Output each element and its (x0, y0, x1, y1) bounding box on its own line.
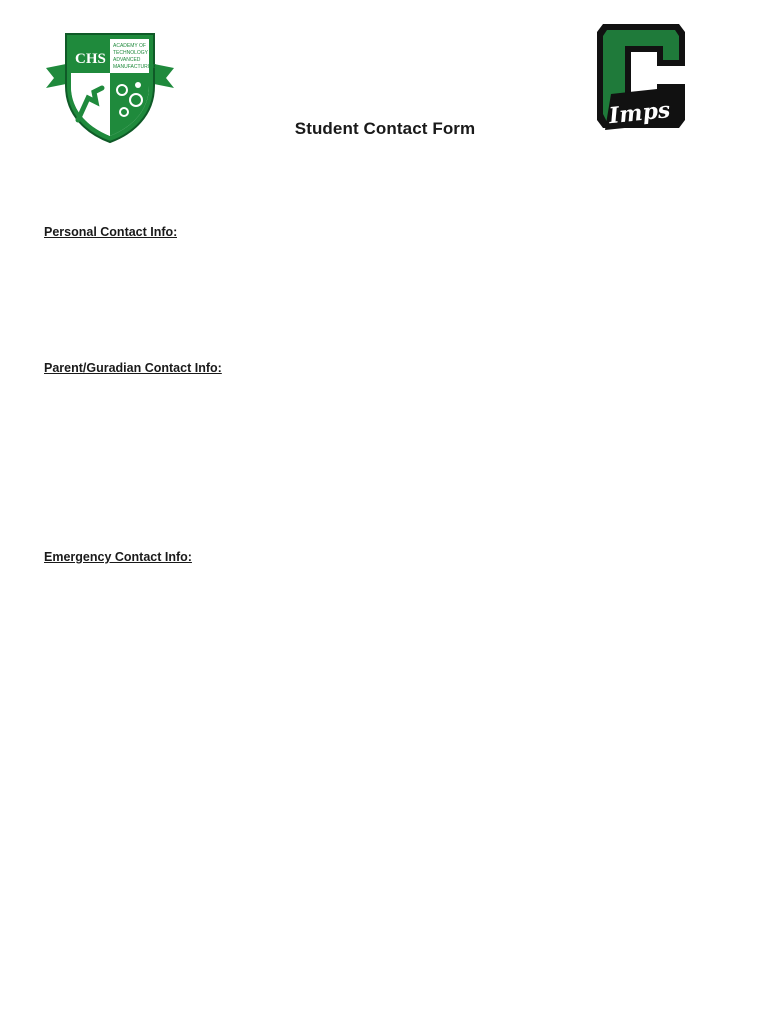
emergency-contact-heading: Emergency Contact Info: (44, 550, 192, 564)
imps-script-text: Imps (607, 97, 672, 130)
personal-contact-heading: Personal Contact Info: (44, 225, 178, 239)
personal-heading-row (44, 224, 694, 240)
student-name-row (44, 185, 694, 201)
c-imps-logo (595, 22, 687, 134)
svg-text:ACADEMY OF: ACADEMY OF (113, 43, 146, 49)
chs-logo-text: CHS (75, 51, 106, 67)
parent-contact-heading: Parent/Guradian Contact Info: (44, 361, 222, 375)
svg-text:MANUFACTURING: MANUFACTURING (113, 64, 157, 70)
form-title: Student Contact Form (294, 119, 476, 138)
svg-text:ADVANCED: ADVANCED (113, 57, 141, 63)
svg-text:TECHNOLOGY &: TECHNOLOGY & (113, 50, 153, 56)
